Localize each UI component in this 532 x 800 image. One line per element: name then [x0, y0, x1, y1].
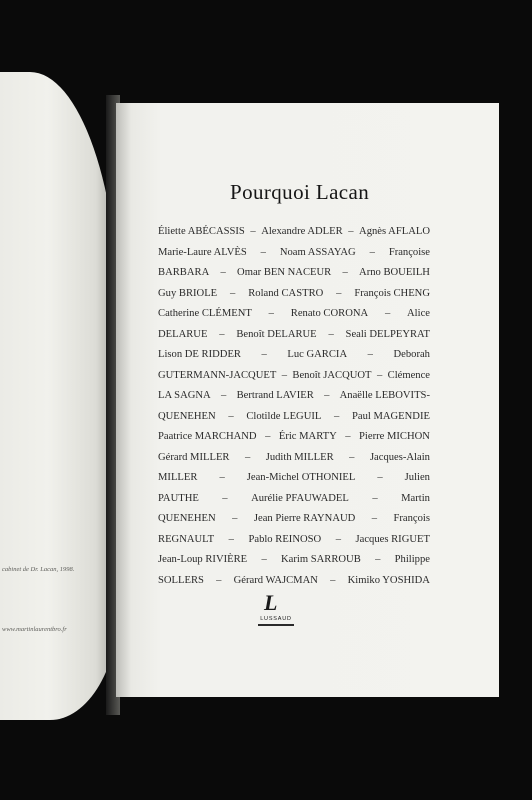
contributor-name: Philippe — [394, 554, 430, 565]
dash-separator: – — [377, 472, 383, 483]
contributor-name: Seali DELPEYRAT — [345, 328, 430, 340]
contributor-name: MILLER — [158, 472, 198, 483]
contributor-name: Noam ASSAYAG — [279, 246, 356, 258]
contributor-name: François CHENG — [354, 287, 430, 299]
left-page-caption: cabinet de Dr. Lacan, 1998. — [2, 566, 75, 573]
contributor-name: QUENEHEN — [158, 410, 216, 422]
contributor-name: Paul MAGENDIE — [351, 410, 430, 422]
contributor-line — [158, 530, 430, 551]
contributor-name: Karim SARROUB — [281, 554, 361, 565]
contributor-name: Pablo REINOSO — [248, 533, 322, 545]
dash-separator: – — [369, 246, 375, 258]
publisher-rule — [258, 624, 294, 626]
contributor-line — [158, 489, 430, 510]
publisher-name: LUSSAUD — [260, 616, 292, 622]
contributor-name: Jean Pierre RAYNAUD — [253, 513, 356, 524]
dash-separator: – — [330, 574, 336, 586]
dash-separator: – — [324, 390, 330, 401]
contributor-line — [158, 284, 430, 305]
dash-separator: – — [372, 492, 378, 504]
contributor-name: QUENEHEN — [158, 513, 216, 524]
contributor-name: SOLLERS — [158, 574, 204, 586]
dash-separator: – — [220, 390, 227, 401]
publisher-logo — [256, 592, 296, 630]
contributor-line — [158, 345, 430, 366]
dash-separator: – — [216, 574, 222, 586]
contributor-name: Jacques-Alain — [369, 451, 430, 463]
contributor-name: Judith MILLER — [265, 451, 334, 463]
left-page-url: www.martinlaurentbro.fr — [2, 626, 67, 633]
dash-separator: – — [228, 410, 234, 422]
dash-separator: – — [345, 431, 351, 442]
contributor-name: Arno BOUEILH — [359, 267, 430, 278]
contributor-name: Deborah — [393, 349, 430, 360]
contributor-line — [158, 304, 430, 325]
contributor-name: Benoît JACQUOT — [292, 369, 372, 381]
contributor-name: Luc GARCIA — [287, 349, 348, 360]
dash-separator: – — [268, 308, 274, 319]
dash-separator: – — [375, 554, 381, 565]
contributor-line — [158, 222, 430, 243]
contributor-name: Catherine CLÉMENT — [158, 308, 252, 319]
contributor-name: Benoît DELARUE — [236, 328, 317, 340]
dash-separator: – — [335, 533, 341, 545]
dash-separator: – — [250, 226, 256, 237]
dash-separator: – — [328, 328, 334, 340]
contributor-name: Clémence — [387, 369, 430, 381]
contributor-name: LA SAGNA — [158, 390, 211, 401]
dash-separator: – — [336, 287, 342, 299]
contributor-name: Roland CASTRO — [248, 287, 324, 299]
contributor-line — [158, 427, 430, 448]
dash-separator: – — [228, 533, 234, 545]
dash-separator: – — [261, 554, 267, 565]
dash-separator: – — [244, 451, 251, 463]
contributor-line — [158, 263, 430, 284]
dash-separator: – — [371, 513, 378, 524]
contributor-name: Éric MARTY — [278, 431, 337, 442]
contributor-name: Gérard MILLER — [158, 451, 230, 463]
contributor-name: Jacques RIGUET — [355, 533, 430, 545]
dash-separator: – — [230, 287, 236, 299]
contributor-name: Éliette ABÉCASSIS — [158, 226, 245, 237]
contributor-line — [158, 448, 430, 469]
contributor-name: Jean-Michel OTHONIEL — [246, 472, 356, 483]
contributor-name: Omar BEN NACEUR — [237, 267, 332, 278]
contributor-name: Gérard WAJCMAN — [233, 574, 318, 586]
book-title: Pourquoi Lacan — [230, 180, 370, 204]
dash-separator: – — [281, 369, 287, 381]
publisher-mark: L — [264, 590, 278, 615]
contributor-line — [158, 366, 430, 387]
contributor-name: Alexandre ADLER — [261, 226, 343, 237]
dash-separator: – — [384, 308, 391, 319]
dash-separator: – — [260, 246, 266, 258]
contributor-line — [158, 550, 430, 571]
contributor-name: Guy BRIOLE — [158, 287, 218, 299]
contributor-name: PAUTHE — [158, 492, 199, 504]
contributor-name: BARBARA — [158, 267, 210, 278]
contributor-name: DELARUE — [158, 328, 208, 340]
contributor-name: Marie-Laure ALVÈS — [158, 246, 247, 258]
dash-separator: – — [222, 492, 228, 504]
contributor-name: Lison DE RIDDER — [158, 349, 241, 360]
contributor-line — [158, 571, 430, 592]
contributor-name: Agnès AFLALO — [359, 226, 430, 237]
dash-separator: – — [219, 328, 225, 340]
contributor-list — [158, 222, 430, 591]
dash-separator: – — [265, 431, 271, 442]
contributor-name: Renato CORONA — [290, 308, 369, 319]
contributor-line — [158, 243, 430, 264]
contributor-name: REGNAULT — [158, 533, 215, 545]
dash-separator: – — [232, 513, 238, 524]
dash-separator: – — [261, 349, 267, 360]
contributor-line — [158, 325, 430, 346]
contributor-line — [158, 468, 430, 489]
left-page — [0, 72, 120, 720]
dash-separator: – — [367, 349, 373, 360]
dash-separator: – — [334, 410, 340, 422]
contributor-line — [158, 407, 430, 428]
contributor-name: Martin — [401, 492, 430, 504]
dash-separator: – — [219, 472, 225, 483]
contributor-name: Julien — [404, 472, 430, 483]
dash-separator: – — [348, 226, 354, 237]
dash-separator: – — [342, 267, 348, 278]
contributor-name: Bertrand LAVIER — [236, 390, 314, 401]
contributor-name: Paatrice MARCHAND — [158, 431, 257, 442]
dash-separator: – — [220, 267, 226, 278]
contributor-name: Pierre MICHON — [359, 431, 430, 442]
dash-separator: – — [349, 451, 355, 463]
contributor-name: Anaëlle LEBOVITS- — [339, 390, 430, 401]
contributor-line — [158, 386, 430, 407]
contributor-line — [158, 509, 430, 530]
contributor-name: François — [393, 513, 430, 524]
dash-separator: – — [376, 369, 383, 381]
contributor-name: Clotilde LEGUIL — [246, 410, 322, 422]
contributor-name: Aurélie PFAUWADEL — [251, 492, 349, 504]
contributor-name: Jean-Loup RIVIÈRE — [158, 554, 248, 565]
contributor-name: Alice — [407, 308, 430, 319]
contributor-name: GUTERMANN-JACQUET — [158, 369, 277, 381]
contributor-name: Kimiko YOSHIDA — [347, 574, 430, 586]
contributor-name: Françoise — [388, 246, 430, 258]
